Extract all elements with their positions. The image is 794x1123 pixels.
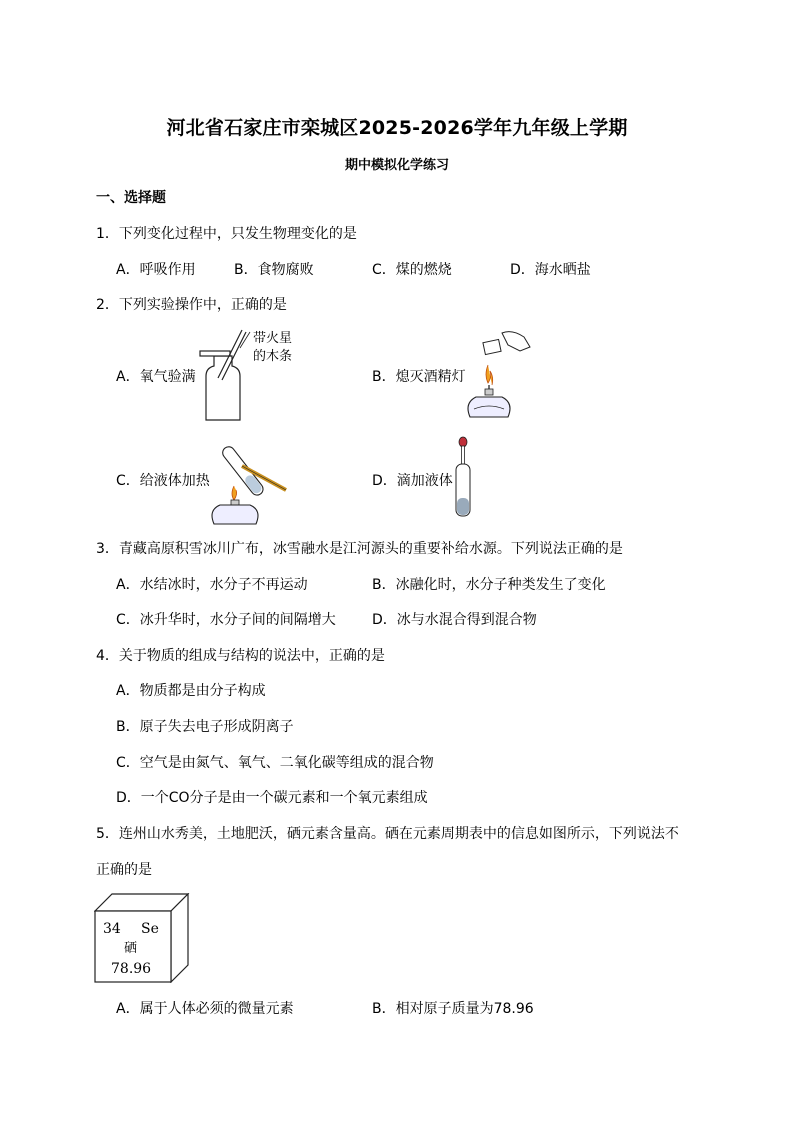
question-4-stem: 4．关于物质的组成与结构的说法中，正确的是 — [96, 648, 385, 664]
dropper-illustration — [452, 436, 474, 518]
element-atomic-mass: 78.96 — [111, 961, 152, 977]
question-2-option-d: D．滴加液体 — [372, 473, 453, 489]
page-title: 河北省石家庄市栾城区2025-2026学年九年级上学期 — [166, 117, 628, 139]
heating-liquid-illustration — [208, 428, 290, 526]
question-2-option-c: C．给液体加热 — [116, 473, 210, 489]
splint-label-line2: 的木条 — [253, 349, 293, 364]
question-2-option-a: A．氧气验满 — [116, 369, 196, 385]
page-subtitle: 期中模拟化学练习 — [344, 158, 449, 173]
question-1-option-c: C．煤的燃烧 — [372, 262, 452, 278]
question-4-option-b: B．原子失去电子形成阴离子 — [116, 719, 294, 735]
question-1-stem: 1．下列变化过程中，只发生物理变化的是 — [96, 226, 357, 242]
element-symbol: Se — [141, 921, 159, 937]
question-3-stem: 3．青藏高原积雪冰川广布，冰雪融水是江河源头的重要补给水源。下列说法正确的是 — [96, 541, 623, 557]
question-1-option-b: B．食物腐败 — [234, 262, 314, 278]
element-atomic-number: 34 — [103, 921, 121, 937]
section-heading: 一、选择题 — [96, 190, 166, 206]
question-4-option-c: C．空气是由氮气、氧气、二氧化碳等组成的混合物 — [116, 755, 434, 771]
alcohol-lamp-extinguish-illustration — [462, 327, 542, 421]
question-3-option-c: C．冰升华时，水分子间的间隔增大 — [116, 612, 336, 628]
question-5-stem-line2: 正确的是 — [96, 862, 152, 878]
question-2-option-b: B．熄灭酒精灯 — [372, 369, 466, 385]
question-3-option-a: A．水结冰时，水分子不再运动 — [116, 577, 308, 593]
question-1-option-a: A．呼吸作用 — [116, 262, 196, 278]
question-4-option-a: A．物质都是由分子构成 — [116, 683, 266, 699]
question-4-option-d: D．一个CO分子是由一个碳元素和一个氧元素组成 — [116, 790, 428, 806]
element-name: 硒 — [124, 941, 138, 956]
periodic-element-tile — [94, 893, 190, 983]
question-3-option-b: B．冰融化时，水分子种类发生了变化 — [372, 577, 606, 593]
question-5-option-a: A．属于人体必须的微量元素 — [116, 1001, 294, 1017]
oxygen-test-illustration — [196, 328, 306, 423]
question-2-stem: 2．下列实验操作中，正确的是 — [96, 297, 287, 313]
question-3-option-d: D．冰与水混合得到混合物 — [372, 612, 537, 628]
question-5-option-b: B．相对原子质量为78.96 — [372, 1001, 534, 1017]
splint-label-line1: 带火星 — [253, 331, 293, 346]
question-5-stem-line1: 5．连州山水秀美，土地肥沃，硒元素含量高。硒在元素周期表中的信息如图所示，下列说法不 — [96, 826, 679, 842]
question-1-option-d: D．海水晒盐 — [510, 262, 591, 278]
